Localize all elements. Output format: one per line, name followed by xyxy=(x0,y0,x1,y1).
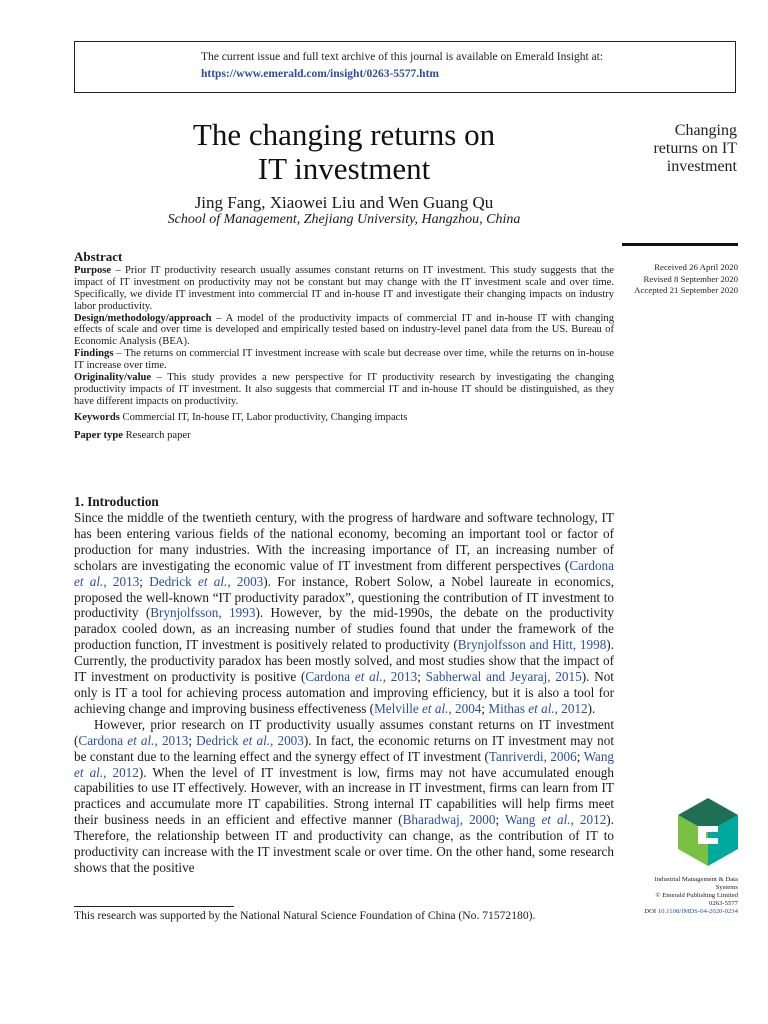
body-text: ; xyxy=(576,748,584,764)
doi-link[interactable]: 10.1108/IMDS-04-2020-0234 xyxy=(657,908,738,915)
revised-date: Revised 8 September 2020 xyxy=(643,273,738,284)
journal-name-line1: Industrial Management & Data xyxy=(654,876,738,883)
abstract-design xyxy=(74,313,614,349)
running-head-line3: investment xyxy=(666,158,737,175)
body-text: ). For instance, Robert Solow, a Nobel laureate in economics, proposed the well-known “IT productivity paradox”, questioning the contribution of IT investment to productivity ( xyxy=(74,573,615,621)
running-head-line1: Changing xyxy=(674,122,737,139)
keywords-label: Keywords xyxy=(74,411,120,423)
body-text: ; xyxy=(417,669,426,685)
citation-link[interactable]: Melville et al., 2004 xyxy=(374,700,482,716)
citation-link[interactable]: Brynjolfsson and Hitt, 1998 xyxy=(457,637,607,653)
archive-notice-text: The current issue and full text archive of this journal is available on Emerald Insight at: xyxy=(201,51,604,63)
introduction-heading: 1. Introduction xyxy=(74,494,159,509)
journal-name-line2: Systems xyxy=(715,884,738,891)
abstract-originality xyxy=(74,372,614,408)
article-title-line1: The changing returns on xyxy=(192,117,496,152)
abstract-heading: Abstract xyxy=(74,249,123,264)
running-head-line2: returns on IT xyxy=(653,140,737,157)
body-text: ; xyxy=(495,812,505,828)
archive-notice-box xyxy=(74,41,736,93)
issn: 0263-5577 xyxy=(709,900,738,907)
design-text: – A model of the productivity impacts of commercial IT and in-house IT with changing effects of scale and over time is developed and empirically tested based on industry-level panel data from the US. Bureau of Economic Analysis (BEA). xyxy=(74,312,614,348)
originality-label: Originality/value xyxy=(74,372,152,384)
purpose-text: – Prior IT productivity research usually assumes constant returns on IT investment. This study suggests that the impact of IT investment on productivity may not be constant but may change with the IT investment scale and over time. Specifically, we divide IT investment into commercial IT and in-house IT and investigate their changing impacts on industry labor productivity. xyxy=(74,264,614,312)
sidebar-rule xyxy=(622,243,738,246)
intro-paragraph-1 xyxy=(74,510,614,717)
journal-info xyxy=(612,876,738,916)
accepted-date: Accepted 21 September 2020 xyxy=(634,285,738,295)
citation-link[interactable]: Dedrick et al., 2003 xyxy=(196,732,304,748)
journal-archive-link[interactable]: https://www.emerald.com/insight/0263-5577.htm xyxy=(201,68,439,80)
doi-line xyxy=(612,908,738,916)
body-text: ; xyxy=(139,573,150,589)
body-text: ). xyxy=(587,700,596,716)
body-text: ). However, by the mid-1990s, the debate on the productivity paradox cooled down, as an increasing number of studies found that under the framework of the production function, IT investment is positively related to productivity ( xyxy=(74,605,614,653)
abstract-section xyxy=(74,251,614,442)
running-head xyxy=(622,122,737,176)
citation-link[interactable]: Mithas et al., 2012 xyxy=(488,700,588,716)
intro-paragraph-2 xyxy=(74,717,614,876)
abstract-findings xyxy=(74,348,614,372)
archive-link-line xyxy=(201,68,439,80)
author-list: Jing Fang, Xiaowei Liu and Wen Guang Qu xyxy=(194,193,494,212)
article-history xyxy=(612,262,738,297)
keywords xyxy=(74,412,614,424)
abstract-purpose xyxy=(74,265,614,313)
paper-type-text: Research paper xyxy=(122,429,191,441)
citation-link[interactable]: Cardona et al., 2013 xyxy=(305,669,418,685)
citation-link[interactable]: Brynjolfsson, 1993 xyxy=(150,605,256,621)
citation-link[interactable]: Wang et al., 2012 xyxy=(504,812,607,828)
footnote-rule xyxy=(74,906,234,907)
doi-label: DOI xyxy=(644,908,657,915)
emerald-logo-icon xyxy=(676,796,740,868)
design-label: Design/methodology/approach xyxy=(74,312,212,324)
citation-link[interactable]: Cardona et al., 2013 xyxy=(74,557,614,589)
article-title xyxy=(74,118,614,186)
citation-link[interactable]: Cardona et al., 2013 xyxy=(78,732,189,748)
citation-link[interactable]: Wang et al., 2012 xyxy=(74,748,615,780)
body-text: Since the middle of the twentieth century, with the progress of hardware and software technology, IT has been entering various fields of the national economy, becoming an important tool or factor of production for many industries. With the increasing importance of IT, an increasing number of scholars are investigating the economic value of IT investment from different perspectives ( xyxy=(74,510,614,573)
body-text: However, prior research on IT productivity usually assumes constant returns on IT investment ( xyxy=(74,716,614,748)
citation-link[interactable]: Sabherwal and Jeyaraj, 2015 xyxy=(425,669,582,685)
introduction-section xyxy=(74,494,614,876)
received-date: Received 26 April 2020 xyxy=(654,262,738,272)
body-text: ). Therefore, the relationship between IT and productivity can change, as the contribution of IT to productivity can increase with the IT investment scale or over time. On the other hand, some research shows that the positive xyxy=(74,812,614,875)
originality-text: – This study provides a new perspective for IT productivity research by investigating the changing productivity impacts of IT investment. It also suggests that commercial IT and in-house IT should be distinguished, as they have different impacts on productivity. xyxy=(74,372,614,407)
body-text: ; xyxy=(188,732,197,748)
body-text: ). Not only is IT a tool for achieving process automation and improving efficiency, but it is also a tool for achieving change and improving business effectiveness ( xyxy=(74,669,614,716)
citation-link[interactable]: Tanriverdi, 2006 xyxy=(488,748,577,764)
findings-label: Findings xyxy=(74,348,114,360)
findings-text: – The returns on commercial IT investment increase with scale but decrease over time, while the returns on in-house IT increase over time. xyxy=(74,348,614,372)
citation-link[interactable]: Bharadwaj, 2000 xyxy=(402,812,496,828)
author-affiliation: School of Management, Zhejiang University, Hangzhou, China xyxy=(167,212,521,227)
body-text: ). When the level of IT investment is low, firms may not have accumulated enough capabilities to use IT effectively. However, with an increase in IT investment, firms can learn from IT practices and accumulate more IT capabilities. Strong internal IT capabilities will help firms meet their business needs in an efficient and effective manner ( xyxy=(74,764,614,828)
body-text: ). Currently, the productivity paradox has been mostly solved, and most studies show that the impact of IT investment on productivity is positive ( xyxy=(74,637,614,685)
paper-type-label: Paper type xyxy=(74,429,123,441)
keywords-text: Commercial IT, In-house IT, Labor productivity, Changing impacts xyxy=(119,411,408,423)
funding-footnote: This research was supported by the National Natural Science Foundation of China (No. 71572180). xyxy=(74,909,536,922)
body-text: ). In fact, the economic returns on IT investment may not be constant due to the learning effect and the synergy effect of IT investment ( xyxy=(74,732,615,764)
purpose-label: Purpose xyxy=(74,264,112,276)
paper-type xyxy=(74,430,614,442)
article-title-line2: IT investment xyxy=(257,151,431,186)
publisher: © Emerald Publishing Limited xyxy=(655,892,738,899)
citation-link[interactable]: Dedrick et al., 2003 xyxy=(149,573,264,589)
body-text: ; xyxy=(481,700,489,716)
